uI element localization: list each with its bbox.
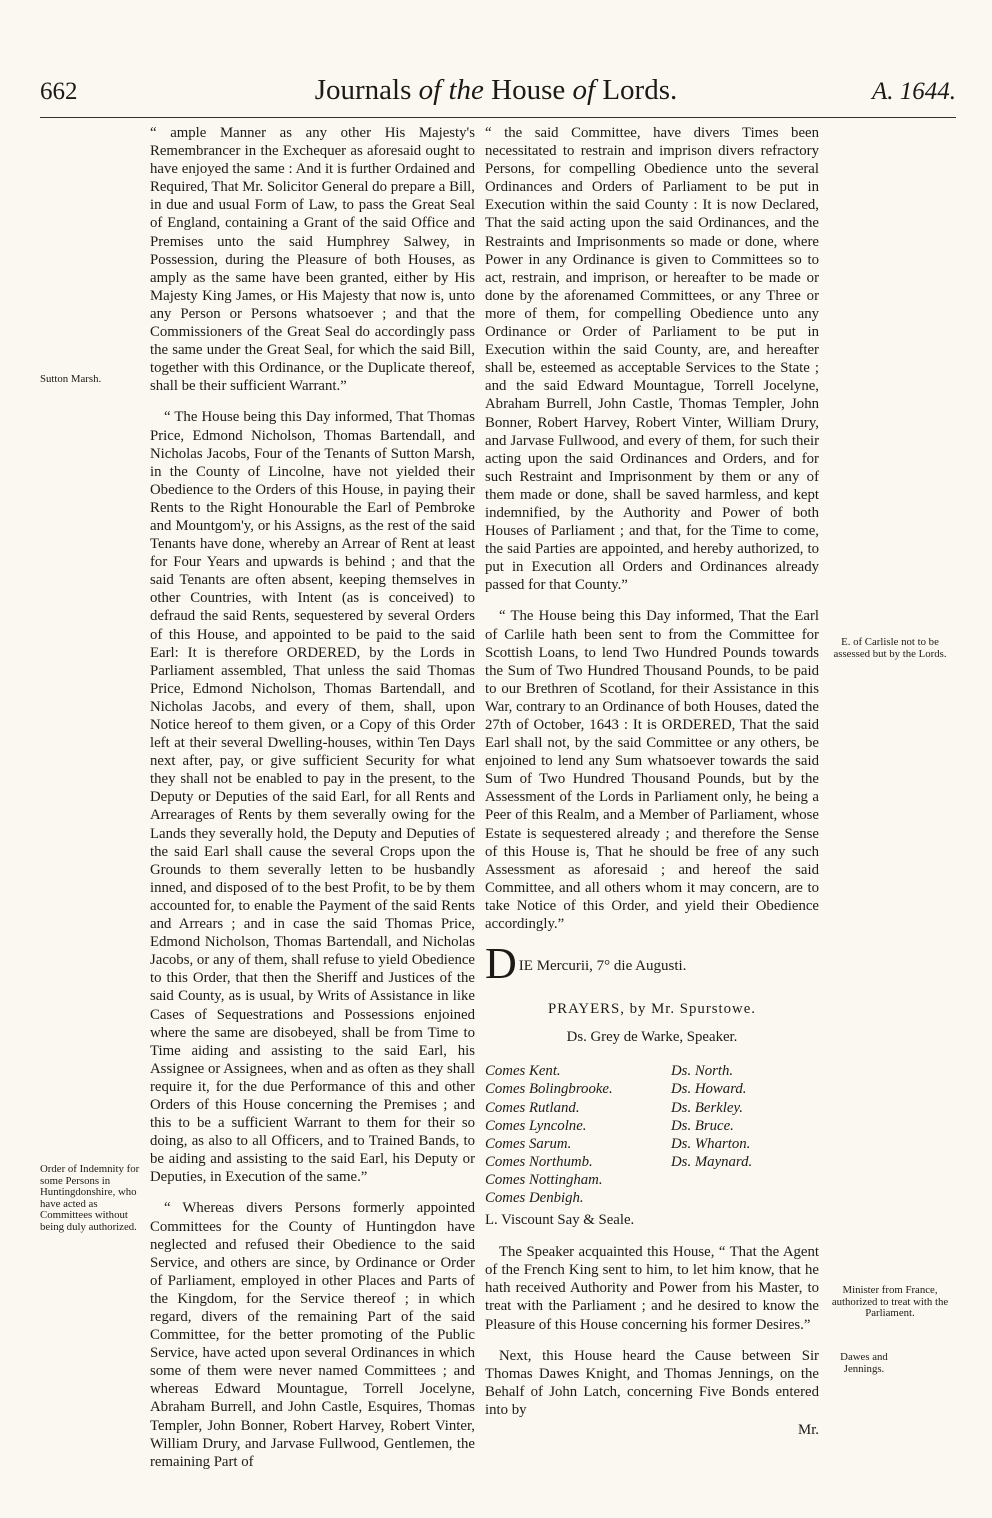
list-item: Ds. Maynard. xyxy=(671,1153,753,1170)
list-item: Comes Denbigh. xyxy=(485,1189,584,1206)
list-item: Comes Nottingham. xyxy=(485,1171,603,1188)
right-column xyxy=(485,124,819,1439)
paragraph-earl-of-carlile: “ The House being this Day informed, That the Earl of Carlile hath been sent to from the Committee for Scottish Loans, to lend Two Hundred Pounds towards the Sum of Two Hundred Thousand Pounds, to be paid to our Brethren of Scotland, for their Assistance in this War, contrary to an Ordinance of both Houses, dated the 27th of October, 1643 : It is ORDERED, That the said Earl shall not, by the said Committee or any others, be enjoined to lend any Sum whatsoever towards the said Sum of Two Hundred Thousand Pounds, but by the Assessment of the Lords in Parliament only, he being a Peer of this Realm, and a Member of Parliament, whose Estate is sequestered already ; and therefore the Sense of this House is, That he should be free of any such Assessment as aforesaid ; and hereof the said Committee, and all others whom it may concern, are to take Notice of this Order, and yield their Obedience accordingly.” xyxy=(485,608,819,933)
list-item: Ds. Wharton. xyxy=(671,1135,751,1152)
year-label: A. 1644. xyxy=(871,78,956,105)
list-item: Ds. Howard. xyxy=(671,1081,747,1098)
margin-note-carlisle: E. of Carlisle not to be assessed but by the Lords. xyxy=(833,636,947,660)
paragraph-committee-continued: “ the said Committee, have divers Times been necessitated to restrain and imprison divers refractory Persons, for compelling Obedience unto the several Ordinances and Orders of Parliament to be put in Execution within the said County : It is now Declared, That the said acting upon the said Ordinances, and the Restraints and Imprisonments so made or done, where Power in any Ordinance is given to Committees so to act, restrain, and imprison, or hereafter to be made or done by the aforenamed Committees, or any Three or more of them, for compelling Obedience unto any Ordinance or Order of Parliament to be put in Execution within the said County, are, and hereafter shall be, esteemed as acceptable Services to the State ; and the said Edward Mountague, Torrell Jocelyne, Abraham Burrell, John Castle, Thomas Templer, John Bonner, Robert Harvey, Robert Vinter, William Drury, and Jarvase Fullwood, and every of them, for such their acting upon the said Ordinances and Orders, and for such Restraint and Imprisonment by them or any of them made or done, shall be saved harmless, and kept indemnified, by the Authority and Power of both Houses of Parliament ; and that, for the Time to come, the said Parties are appointed, and hereby authorized, to put in Execution all Orders and Ordinances already passed for that County.” xyxy=(485,125,819,594)
header-rule xyxy=(40,117,956,118)
margin-note-sutton-marsh: Sutton Marsh. xyxy=(40,373,102,385)
attendance-list xyxy=(485,1062,819,1207)
day-heading: D IE Mercurii, 7° die Augusti. xyxy=(485,939,687,989)
running-header xyxy=(0,74,992,114)
paragraph-huntingdon-indemnity: “ Whereas divers Persons formerly appointed Committees for the County of Huntingdon have neglected and refused their Obedience to the said Service, and others are since, by Ordinance or Order of Parliament, employed in other Places and Parts of the Kingdom, for the Service thereof ; in which regard, divers of the remaining Part of the said Committee, for the better promoting of the Public Service, have acted upon several Ordinances in which some of them were never named Committees ; and whereas Edward Mountague, Torrell Jocelyne, Abraham Burrell, and John Castle, Esquires, Thomas Templer, John Bonner, Robert Harvey, Robert Vinter, William Drury, and Jarvase Fullwood, Gentlemen, the remaining Part of xyxy=(150,1200,475,1470)
list-item: Comes Kent. xyxy=(485,1063,561,1080)
prayers-line: PRAYERS, by Mr. Spurstowe. xyxy=(548,1001,756,1018)
list-item: Comes Bolingbrooke. xyxy=(485,1081,613,1098)
list-item: Comes Northumb. xyxy=(485,1153,593,1170)
paragraph-humphrey-salwey: “ ample Manner as any other His Majesty's Remembrancer in the Exchequer as aforesaid ought to have enjoyed the same : And it is further Ordained and Required, That Mr. Solicitor General do prepare a Bill, in due and usual Form of Law, to pass the Great Seal of England, containing a Grant of the said Office and Premises unto the said Humphrey Salwey, in Possession, during the Pleasure of both Houses, as amply as the same have been granted, either by His Majesty King James, or His Majesty that now is, unto any Person or Persons whatsoever ; and that the Commissioners of the Great Seal do accordingly pass the same under the Great Seal, for which the said Bill, together with this Ordinance, or the Duplicate thereof, shall be their sufficient Warrant.” xyxy=(150,125,475,395)
margin-note-minister-france: Minister from France, authorized to treat with the Parliament. xyxy=(831,1284,949,1319)
left-column xyxy=(150,124,475,1484)
viscount-line: L. Viscount Say & Seale. xyxy=(485,1212,635,1229)
paragraph-dawes-jennings: Next, this House heard the Cause between Sir Thomas Dawes Knight, and Thomas Jennings, on the Behalf of John Latch, concerning Five Bonds entered into by xyxy=(485,1347,819,1418)
paragraph-french-agent: The Speaker acquainted this House, “ That the Agent of the French King sent to him, to let him know, that he hath received Authority and Power from his Master, to treat with the Parliament ; and he desired to know the Pleasure of this House concerning his former Desires.” xyxy=(485,1244,819,1333)
list-item: Comes Sarum. xyxy=(485,1135,572,1152)
paragraph-sutton-marsh: “ The House being this Day informed, That Thomas Price, Edmond Nicholson, Thomas Bartendall, and Nicholas Jacobs, Four of the Tenants of Sutton Marsh, in the County of Lincolne, have not yielded their Obedience to the Orders of this House, in paying their Rents to the Right Honourable the Earl of Pembroke and Mountgom'y, or his Assigns, as the rest of the said Tenants have done, whereby an Arrear of Rent at least for Four Years and upwards is behind ; and that the said Tenants are often absent, keeping themselves in other Countries, with Intent (as is conceived) to defraud the said Rents, sequestered by several Orders of this House, and appointed to be paid to the said Earl: It is therefore ORDERED, by the Lords in Parliament assembled, That unless the said Thomas Price, Edmond Nicholson, Thomas Bartendall, and Nicholas Jacobs, and every of them, shall, upon Notice hereof to them given, or a Copy of this Order left at their several Dwelling-houses, within Ten Days next after, pay, or give sufficient Security for what they shall not be enabled to pay in the present, to the Deputy or Deputies of the said Earl, for all Rents and Arrearages of Rents by them severally owing for the Lands they severally hold, the Deputy and Deputies of the said Earl shall cause the several Crops upon the Grounds to them severally letten to be husbandly inned, and disposed of to the best Profit, to be by them accounted for, to enable the Payment of the said Rents and Arrears ; and in case the said Thomas Price, Edmond Nicholson, Thomas Bartendall, and Nicholas Jacobs, or any of them, shall refuse to yield Obedience to this Order, that then the Sheriff and Justices of the said County, as is usual, by Writs of Assistance in like Cases of Sequestrations and Possessions enjoined where the same are disobeyed, shall be from Time to Time aiding and assisting to the said Earl, his Assignee or Assignees, when and as often as they shall require it, for the due Performance of this and other Orders of this House concerning the Premises ; and this to be a sufficient Warrant to them for their so doing, as also to all Officers, and to Trained Bands, to be aiding and assisting to the said Earl, his Deputy or Deputies, in Execution of the same.” xyxy=(150,409,475,1186)
list-item: Comes Lyncolne. xyxy=(485,1117,587,1134)
list-item: Ds. Berkley. xyxy=(671,1099,743,1116)
list-item: Ds. Bruce. xyxy=(671,1117,734,1134)
attendance-barons xyxy=(671,1062,752,1207)
speaker-line: Ds. Grey de Warke, Speaker. xyxy=(566,1029,738,1046)
list-item: Comes Rutland. xyxy=(485,1099,580,1116)
margin-note-indemnity: Order of Indemnity for some Persons in Huntingdonshire, who have acted as Committees without being duly authorized. xyxy=(40,1163,140,1233)
drop-cap: D xyxy=(485,939,517,989)
margin-note-dawes-jennings: Dawes and Jennings. xyxy=(840,1351,888,1375)
list-item: Ds. North. xyxy=(671,1063,734,1080)
page-number: 662 xyxy=(40,78,78,105)
attendance-earls xyxy=(485,1062,671,1207)
catchword: Mr. xyxy=(798,1422,819,1438)
journal-title: Journals of the House of Lords. xyxy=(314,74,678,106)
